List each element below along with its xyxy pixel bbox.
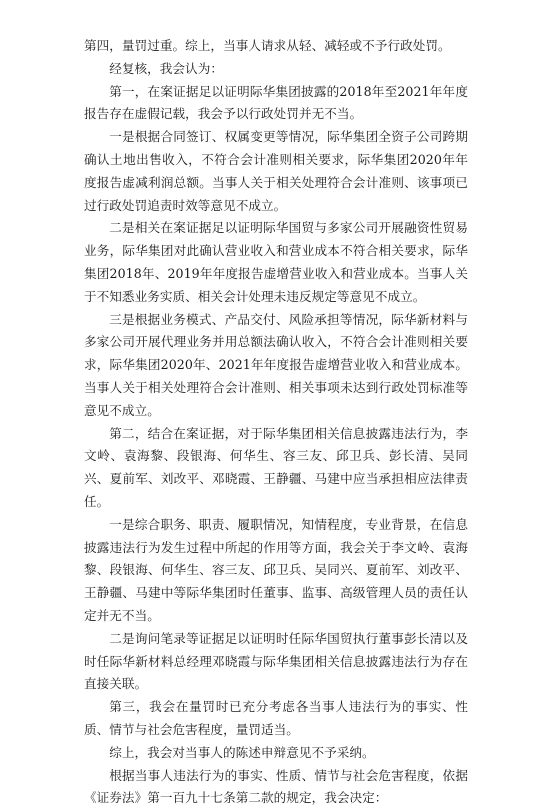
paragraph-point-one-item-three: 三是根据业务模式、产品交付、风险承担等情况，际华新材料与多家公司开展代理业务并用总额法确认收入，不符合会计准则相关要求，际华集团2020年、2021年年度报告虚增营业收入和营业成本。当事人关于相关处理符合会计准则、相关事项未达到行政处罚标准等意见不成立。 [84,309,468,423]
paragraph-point-three: 第三，我会在量罚时已充分考虑各当事人违法行为的事实、性质、情节与社会危害程度，量罚适当。 [84,696,468,742]
paragraph-point-one-item-one: 一是根据合同签订、权属变更等情况，际华集团全资子公司跨期确认土地出售收入，不符合会计准则相关要求，际华集团2020年年度报告虚减利润总额。当事人关于相关处理符合会计准则、该事项已过行政处罚追责时效等意见不成立。 [84,126,468,217]
paragraph-point-one-item-two: 二是相关在案证据足以证明际华国贸与多家公司开展融资性贸易业务，际华集团对此确认营业收入和营业成本不符合相关要求，际华集团2018年、2019年年度报告虚增营业收入和营业成本。当事人关于不知悉业务实质、相关会计处理未违反规定等意见不成立。 [84,217,468,308]
paragraph-point-two-item-one: 一是综合职务、职责、履职情况，知情程度，专业背景，在信息披露违法行为发生过程中所起的作用等方面，我会关于李文岭、袁海黎、段银海、何华生、容三友、邱卫兵、吴同兴、夏前军、刘改平、王静疆、马建中等际华集团时任董事、监事、高级管理人员的责任认定并无不当。 [84,514,468,628]
document-body [84,35,468,810]
paragraph-conclusion: 综上，我会对当事人的陈述申辩意见不予采纳。 [84,742,468,765]
paragraph-decision-basis: 根据当事人违法行为的事实、性质、情节与社会危害程度，依据《证券法》第一百九十七条第二款的规定，我会决定： [84,765,468,810]
paragraph-summary-point-four: 第四，量罚过重。综上，当事人请求从轻、减轻或不予行政处罚。 [84,35,468,58]
paragraph-point-two-item-two: 二是询问笔录等证据足以证明时任际华国贸执行董事彭长清以及时任际华新材料总经理邓晓霞与际华集团相关信息披露违法行为存在直接关联。 [84,628,468,696]
paragraph-review-opinion: 经复核，我会认为： [84,58,468,81]
paragraph-point-two: 第二，结合在案证据，对于际华集团相关信息披露违法行为，李文岭、袁海黎、段银海、何华生、容三友、邱卫兵、彭长清、吴同兴、夏前军、刘改平、邓晓霞、王静疆、马建中应当承担相应法律责任。 [84,423,468,514]
paragraph-point-one: 第一，在案证据足以证明际华集团披露的2018年至2021年年度报告存在虚假记载，我会予以行政处罚并无不当。 [84,81,468,127]
